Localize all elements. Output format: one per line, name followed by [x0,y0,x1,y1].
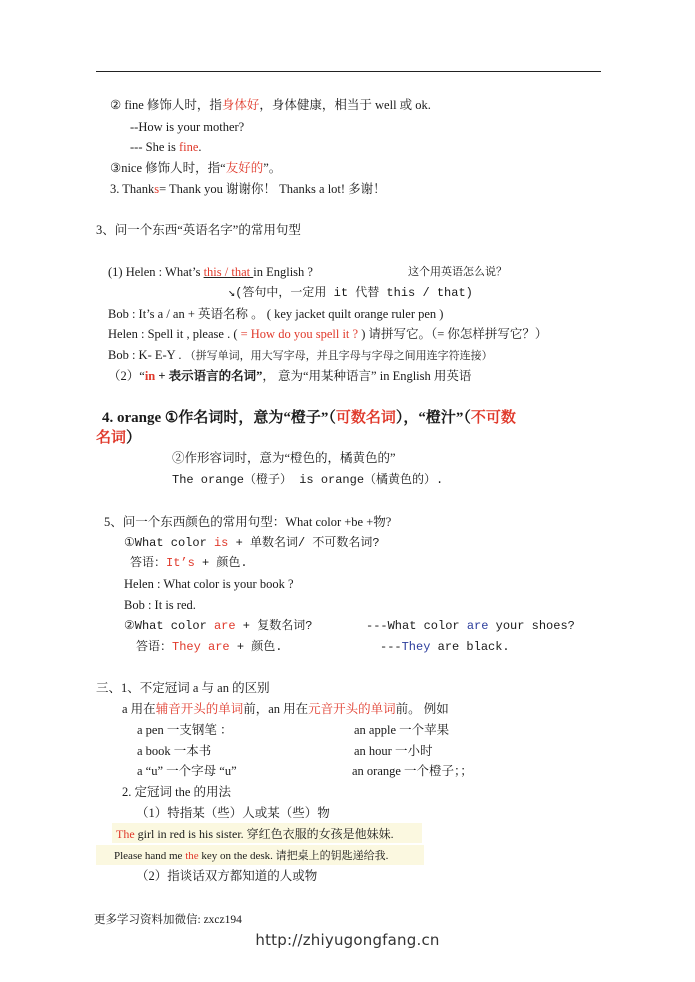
answer-note: ↘(答句中，一定用 it 代替 this / that) [228,286,473,300]
definite-article-heading: 2. 定冠词 the 的用法 [122,785,232,799]
example-a-u: a “u” 一个字母 “u” [137,764,237,778]
orange-heading-cont: 名词） [96,430,142,446]
definite-usage-2: （2）指谈话双方都知道的人或物 [136,869,318,883]
example-the-girl: The girl in red is his sister. 穿红色衣服的女孩是他妹妹. [116,827,394,841]
example-a-pen: a pen 一支钢笔 ： [137,723,233,737]
helen-color: Helen : What color is your book ? [124,577,294,591]
orange-example: The orange（橙子） is orange（橘黄色的）. [172,473,444,487]
color-plural-answer: 答语：They are + 颜色. [136,640,283,654]
thanks-line: 3. Thanks= Thank you 谢谢你！ Thanks a lot! 多谢！ [110,182,386,196]
helen-question: (1) Helen : What’s this / that in English ? [108,265,313,279]
helen-question-translation: 这个用英语怎么说？ [408,266,507,278]
dialog-question: --How is your mother? [130,120,245,134]
example-an-apple: an apple 一个苹果 [354,723,450,737]
article-heading: 三、1、不定冠词 a 与 an 的区别 [96,681,270,695]
bob-spell: Bob : K- E-Y . （拼写单词，用大写字母，并且字母与字母之间用连字符连接） [108,348,493,362]
section3-heading: 3、问一个东西“英语名字”的常用句型 [96,223,301,237]
color-plural: ②What color are + 复数名词? [124,619,313,633]
definite-usage-1: （1）特指某（些）人或某（些）物 [136,806,330,820]
section5-heading: 5、问一个东西颜色的常用句型：What color +be +物? [104,515,392,529]
footer-note: 更多学习资料加微信: zxcz194 [94,914,242,926]
color-plural-example-answer: ---They are black. [380,640,510,654]
article-rule: a 用在辅音开头的单词前，an 用在元音开头的单词前。 例如 [122,702,449,716]
color-plural-example: ---What color are your shoes? [366,619,575,633]
color-singular-answer: 答语：It’s + 颜色. [130,556,248,570]
orange-adjective: ②作形容词时，意为“橙色的，橘黄色的” [172,451,396,465]
dialog-answer: --- She is fine. [130,140,202,154]
color-singular: ①What color is + 单数名词/ 不可数名词? [124,536,380,550]
header-rule [96,71,601,72]
fine-line: ② fine 修饰人时，指身体好，身体健康，相当于 well 或 ok. [110,98,431,112]
bob-color: Bob : It is red. [124,598,196,612]
example-an-hour: an hour 一小时 [354,744,433,758]
bob-answer: Bob : It’s a / an + 英语名称 。 ( key jacket quilt orange ruler pen ) [108,307,444,321]
in-language-line: （2）“in + 表示语言的名词”， 意为“用某种语言” in English 用英语 [108,369,472,383]
helen-spell: Helen : Spell it , please . ( = How do you spell it ? ) 请拼写它。（= 你怎样拼写它？） [108,327,548,341]
watermark-url: http://zhiyugongfang.cn [255,931,440,949]
nice-line: ③nice 修饰人时，指“友好的”。 [110,161,282,175]
example-the-key: Please hand me the key on the desk. 请把桌上的钥匙递给我. [114,850,389,862]
example-an-orange: an orange 一个橙子；； [352,764,473,778]
orange-heading: 4. orange ①作名词时，意为“橙子”（可数名词），“橙汁”（不可数 [102,410,516,426]
example-a-book: a book 一本书 [137,744,212,758]
